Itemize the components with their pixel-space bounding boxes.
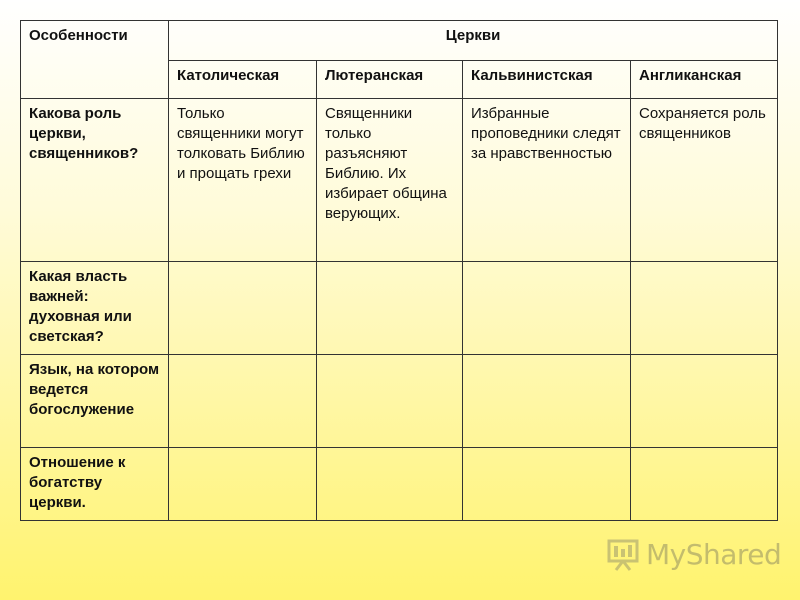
table-cell (317, 355, 463, 448)
comparison-table-container (20, 20, 777, 520)
table-cell: Только священники могут толковать Библию и прощать грехи (169, 99, 317, 262)
churches-header: Церкви (169, 21, 778, 61)
column-header-anglican: Англиканская (631, 61, 778, 99)
table-cell (631, 355, 778, 448)
column-header-catholic: Католическая (169, 61, 317, 99)
table-cell (317, 448, 463, 521)
table-cell (169, 262, 317, 355)
table-row (21, 355, 778, 448)
table-cell (463, 448, 631, 521)
table-cell (631, 262, 778, 355)
table-cell: Избранные проповедники следят за нравственностью (463, 99, 631, 262)
table-row (21, 99, 778, 262)
table-cell (169, 448, 317, 521)
table-cell (631, 448, 778, 521)
table-row (21, 448, 778, 521)
presentation-board-icon (606, 537, 640, 571)
table-cell: Священники только разъясняют Библию. Их избирает община верующих. (317, 99, 463, 262)
row-question: Язык, на котором ведется богослужение (21, 355, 169, 448)
features-header: Особенности (21, 21, 169, 99)
table-cell: Сохраняется роль священников (631, 99, 778, 262)
header-row-top (21, 21, 778, 61)
table-cell (169, 355, 317, 448)
churches-comparison-table (20, 20, 778, 521)
column-header-lutheran: Лютеранская (317, 61, 463, 99)
table-cell (463, 262, 631, 355)
column-header-calvinist: Кальвинистская (463, 61, 631, 99)
myshared-watermark (606, 534, 781, 574)
table-cell (317, 262, 463, 355)
row-question: Какова роль церкви, священников? (21, 99, 169, 262)
row-question: Отношение к богатству церкви. (21, 448, 169, 521)
table-cell (463, 355, 631, 448)
row-question: Какая власть важней: духовная или светская? (21, 262, 169, 355)
watermark-text: MyShared (646, 537, 782, 571)
table-row (21, 262, 778, 355)
